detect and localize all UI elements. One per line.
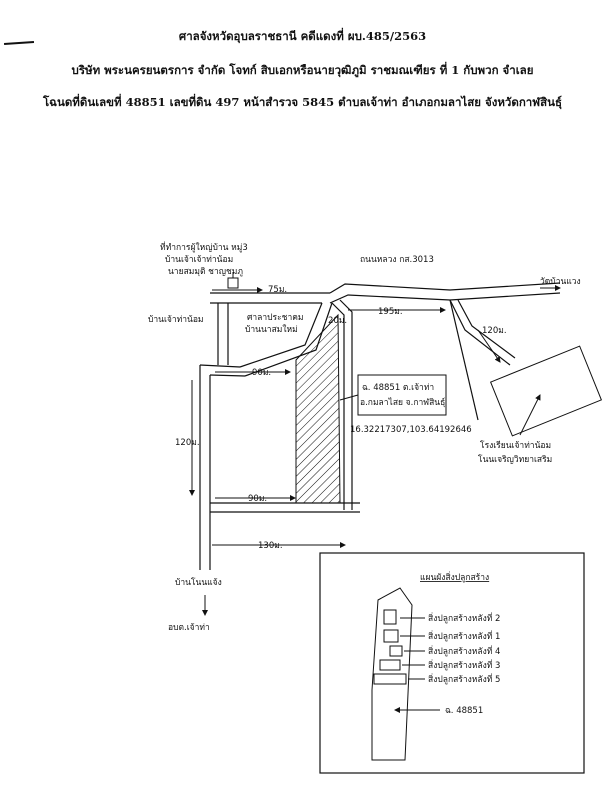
building-4 <box>390 646 402 656</box>
parcel-label-leader <box>340 395 358 400</box>
dist-120b-label: 120ม. <box>482 326 507 336</box>
building-plan-inset <box>320 553 584 773</box>
court-case-line: ศาลจังหวัดอุบลราชธานี คดีแดงที่ ผบ.485/2563 <box>178 29 427 43</box>
parcel-label-1: ฉ. 48851 ต.เจ้าท่า <box>362 383 435 393</box>
building-3 <box>380 660 400 670</box>
highway-edge-b <box>330 293 560 303</box>
highway-edge-a <box>330 283 560 293</box>
office-marker <box>228 278 238 288</box>
parcel-label-2: อ.กมลาไสย จ.กาฬสินธุ์ <box>360 398 446 408</box>
highway-label: ถนนหลวง กส.3013 <box>360 255 434 265</box>
land-title-line: โฉนดที่ดินเลขที่ 48851 เลขที่ดิน 497 หน้าสำรวจ 5845 ตำบลเจ้าท่า อำเภอกมลาไสย จังหวัดกาฬสินธุ์ <box>42 95 563 109</box>
building-1 <box>384 630 398 642</box>
parties-line: บริษัท พระนครยนตรการ จำกัด โจทก์ สิบเอกหรือนายวุฒิภูมิ ราชมณเฑียร ที่ 1 กับพวก จำเลย <box>71 63 534 77</box>
meeting-hall-label-1: ศาลาประชาคม <box>247 313 304 323</box>
bottom-label-1: บ้านโนนแจ้ง <box>175 578 222 588</box>
dist-195-label: 195ม. <box>378 307 403 317</box>
building-2 <box>384 610 396 624</box>
inset-title: แผนผังสิ่งปลูกสร้าง <box>420 573 490 583</box>
meeting-hall-label-2: บ้านนาสมใหม่ <box>245 325 298 335</box>
conn-a <box>200 365 240 367</box>
east-road-b <box>340 300 352 510</box>
office-label-1: ที่ทำการผู้ใหญ่บ้าน หมู่3 <box>160 243 248 253</box>
parcel-label-box <box>358 375 446 415</box>
dist-75-label: 75ม. <box>268 285 288 295</box>
label-b1: สิ่งปลูกสร้างหลังที่ 1 <box>428 632 501 642</box>
left-village-label: บ้านเจ้าท่าน้อม <box>148 315 204 325</box>
label-parcel: ฉ. 48851 <box>445 706 484 716</box>
building-5 <box>374 674 406 684</box>
label-b4: สิ่งปลูกสร้างหลังที่ 4 <box>428 647 501 657</box>
label-b5: สิ่งปลูกสร้างหลังที่ 5 <box>428 675 501 685</box>
bottom-label-2: อบต.เจ้าท่า <box>168 623 210 633</box>
conn-b <box>210 375 245 376</box>
school-label-2: โนนเจริญวิทยาเสริม <box>478 455 553 465</box>
dist-90a-label: 90ม. <box>252 368 272 378</box>
school-branch-c <box>450 300 478 420</box>
hatched-parcel <box>296 315 340 503</box>
school-plot <box>491 346 602 436</box>
dist-20-label: 20ม. <box>328 316 348 326</box>
dist-130-label: 130ม. <box>258 541 283 551</box>
label-b2: สิ่งปลูกสร้างหลังที่ 2 <box>428 614 501 624</box>
dist-90b-label: 90ม. <box>248 494 268 504</box>
coordinates-label: 16.32217307,103.64192646 <box>350 425 472 435</box>
office-label-2: บ้านเจ้าเจ้าท่าน้อม <box>165 255 234 265</box>
label-b3: สิ่งปลูกสร้างหลังที่ 3 <box>428 661 501 671</box>
wat-label: วัดบ้านแวง <box>540 277 581 287</box>
dist-120a-label: 120ม. <box>175 438 200 448</box>
office-label-3: นายสมมุติ ชาญชมภู <box>168 267 243 277</box>
school-label-1: โรงเรียนเจ้าท่าน้อม <box>480 441 552 451</box>
